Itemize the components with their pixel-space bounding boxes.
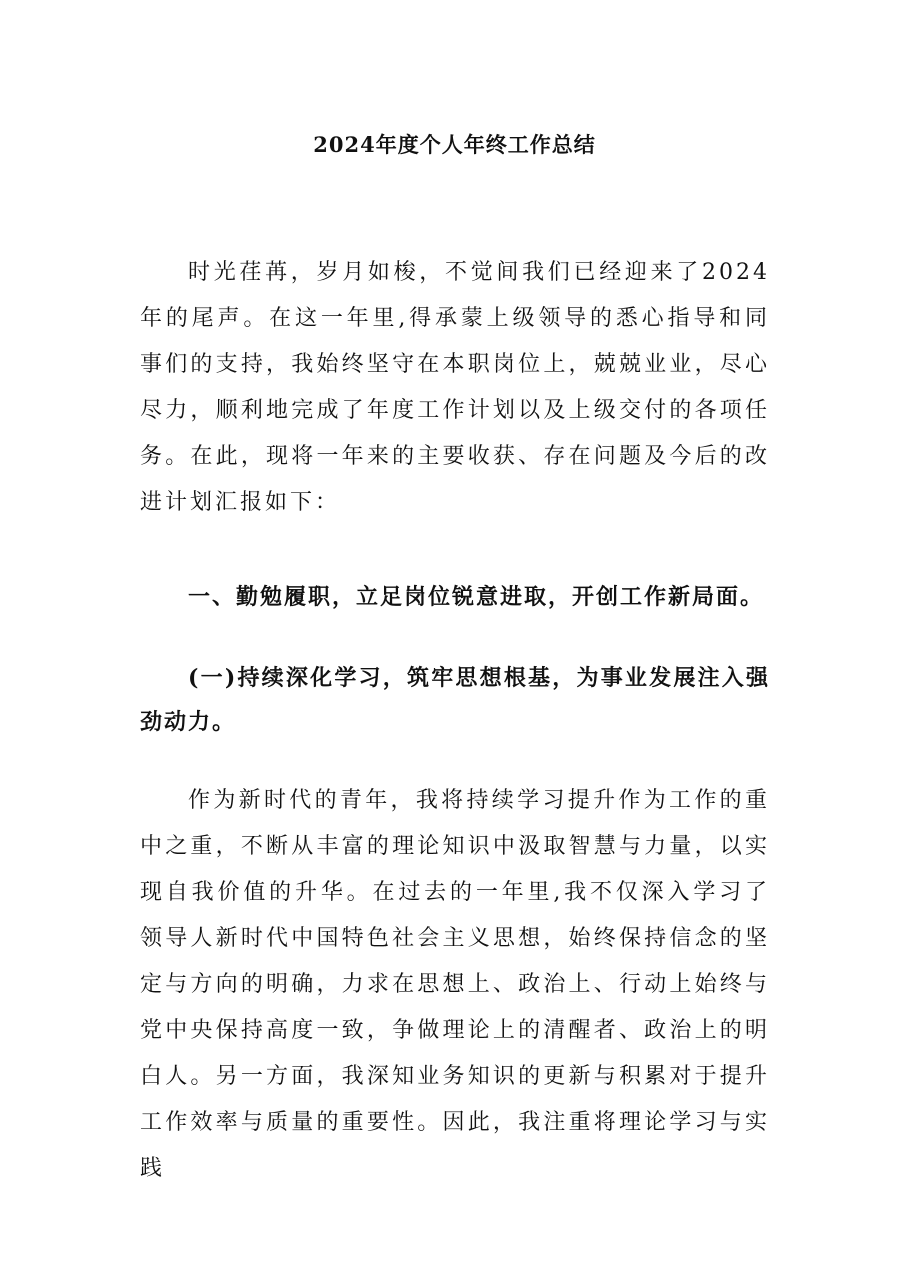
body-paragraph-2: 作为新时代的青年，我将持续学习提升作为工作的重中之重，不断从丰富的理论知识中汲取智慧与力量，以实现自我价值的升华。在过去的一年里,我不仅深入学习了领导人新时代中国特色社会主义思想，始终保持信念的坚定与方向的明确，力求在思想上、政治上、行动上始终与党中央保持高度一致，争做理论上的清醒者、政治上的明白人。另一方面，我深知业务知识的更新与积累对于提升工作效率与质量的重要性。因此，我注重将理论学习与实践	[140, 788, 770, 1181]
subsection-heading-1-1: (一)持续深化学习，筑牢思想根基，为事业发展注入强劲动力。	[140, 665, 770, 735]
section-heading-1: 一、勤勉履职，立足岗位锐意进取，开创工作新局面。	[188, 584, 765, 610]
intro-paragraph: 时光荏苒，岁月如梭，不觉间我们已经迎来了2024年的尾声。在这一年里,得承蒙上级领导的悉心指导和同事们的支持，我始终坚守在本职岗位上，兢兢业业，尽心尽力，顺利地完成了年度工作计划以及上级交付的各项任务。在此，现将一年来的主要收获、存在问题及今后的改进计划汇报如下：	[140, 260, 770, 515]
document-title: 2024年度个人年终工作总结	[313, 132, 596, 157]
